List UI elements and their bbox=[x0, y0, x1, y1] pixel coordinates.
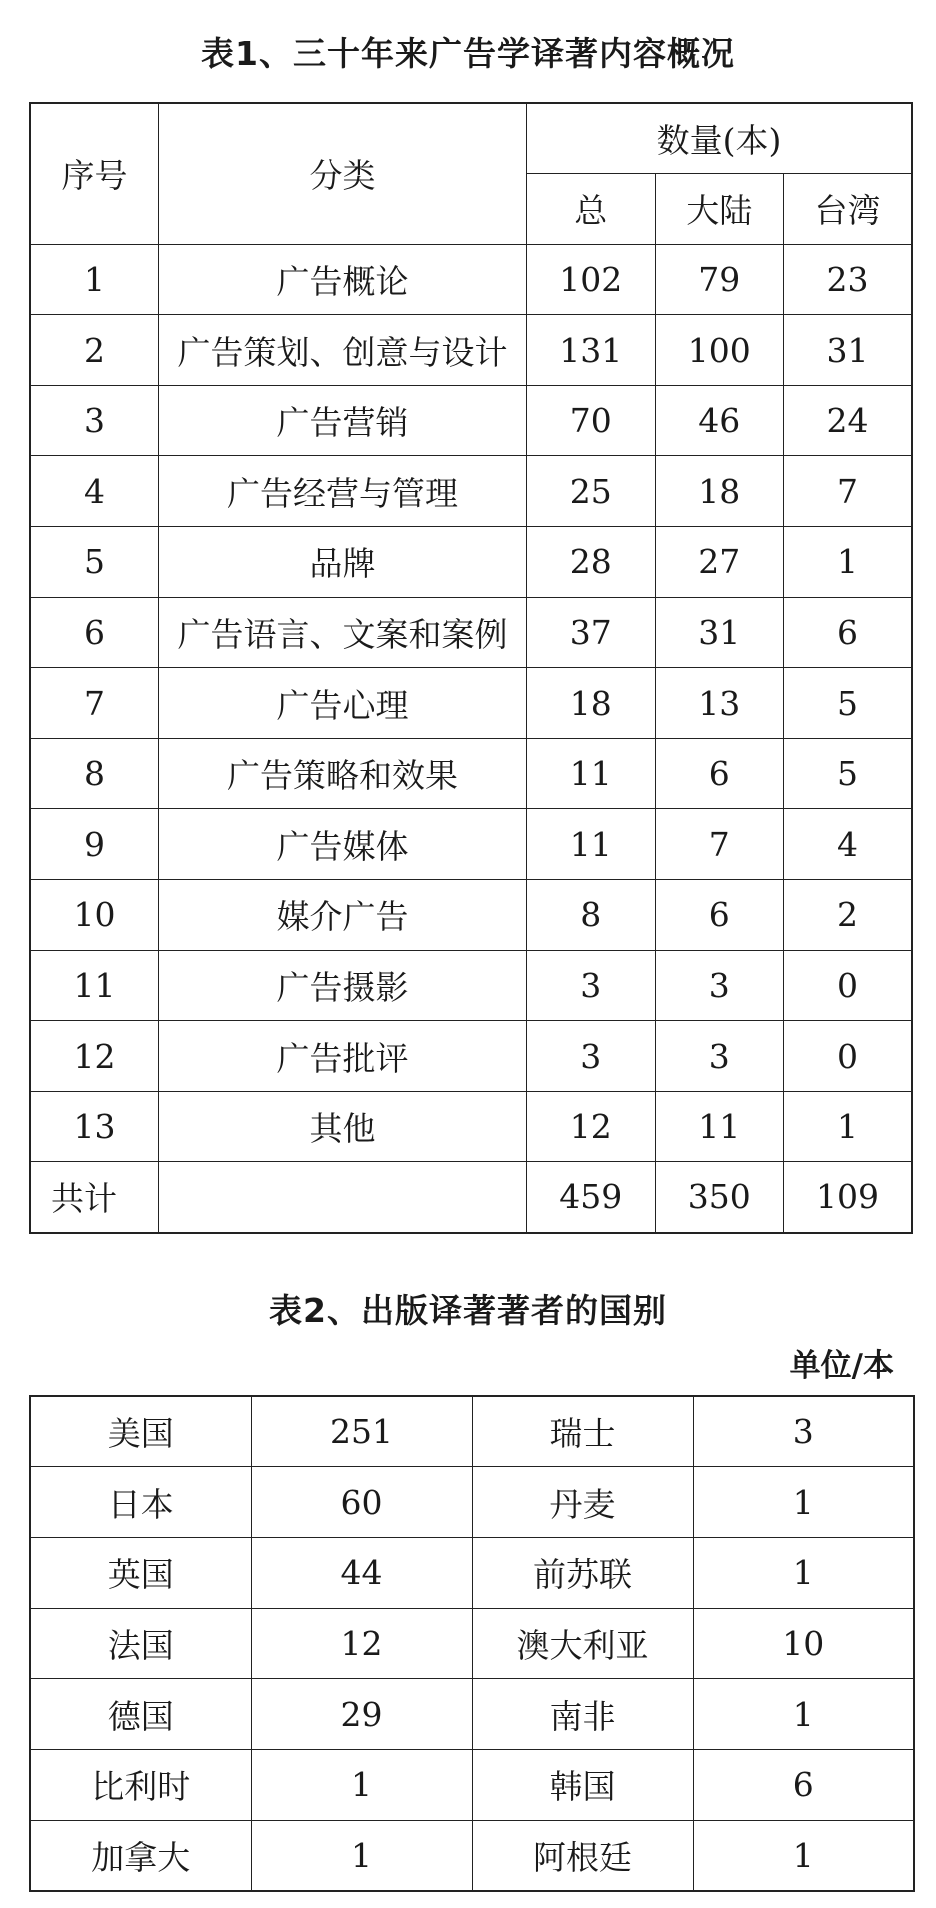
country-count: 1 bbox=[693, 1679, 914, 1750]
row-category: 广告批评 bbox=[158, 1021, 526, 1092]
table-row bbox=[30, 880, 912, 951]
table-row bbox=[30, 738, 912, 809]
row-category: 广告经营与管理 bbox=[158, 456, 526, 527]
row-index: 13 bbox=[30, 1091, 158, 1162]
row-category: 广告策略和效果 bbox=[158, 738, 526, 809]
table-row bbox=[30, 527, 912, 598]
country-name: 法国 bbox=[30, 1608, 251, 1679]
country-count: 10 bbox=[693, 1608, 914, 1679]
row-total: 11 bbox=[527, 809, 655, 880]
row-taiwan: 0 bbox=[783, 1021, 912, 1092]
country-count: 1 bbox=[693, 1467, 914, 1538]
row-taiwan: 7 bbox=[783, 456, 912, 527]
country-name: 美国 bbox=[30, 1396, 251, 1467]
country-name: 瑞士 bbox=[472, 1396, 693, 1467]
summary-mainland: 350 bbox=[655, 1162, 783, 1233]
header-index: 序号 bbox=[30, 103, 158, 244]
table-row bbox=[30, 668, 912, 739]
table-row bbox=[30, 809, 912, 880]
table-row bbox=[30, 1679, 914, 1750]
row-total: 18 bbox=[527, 668, 655, 739]
row-total: 3 bbox=[527, 1021, 655, 1092]
row-mainland: 31 bbox=[655, 597, 783, 668]
row-total: 8 bbox=[527, 880, 655, 951]
country-count: 1 bbox=[251, 1820, 472, 1891]
row-taiwan: 0 bbox=[783, 950, 912, 1021]
row-mainland: 6 bbox=[655, 738, 783, 809]
country-name: 韩国 bbox=[472, 1749, 693, 1820]
row-total: 12 bbox=[527, 1091, 655, 1162]
row-total: 37 bbox=[527, 597, 655, 668]
row-mainland: 3 bbox=[655, 950, 783, 1021]
table-row bbox=[30, 1021, 912, 1092]
country-name: 南非 bbox=[472, 1679, 693, 1750]
country-name: 丹麦 bbox=[472, 1467, 693, 1538]
row-index: 8 bbox=[30, 738, 158, 809]
row-total: 102 bbox=[527, 244, 655, 315]
row-taiwan: 4 bbox=[783, 809, 912, 880]
row-category: 品牌 bbox=[158, 527, 526, 598]
summary-row bbox=[30, 1162, 912, 1233]
row-category: 广告媒体 bbox=[158, 809, 526, 880]
country-name: 阿根廷 bbox=[472, 1820, 693, 1891]
table-row bbox=[30, 1749, 914, 1820]
row-mainland: 3 bbox=[655, 1021, 783, 1092]
row-mainland: 27 bbox=[655, 527, 783, 598]
country-count: 1 bbox=[693, 1820, 914, 1891]
row-taiwan: 5 bbox=[783, 738, 912, 809]
row-mainland: 13 bbox=[655, 668, 783, 739]
table-row bbox=[30, 950, 912, 1021]
row-total: 28 bbox=[527, 527, 655, 598]
row-taiwan: 1 bbox=[783, 1091, 912, 1162]
row-category: 其他 bbox=[158, 1091, 526, 1162]
table-row bbox=[30, 1396, 914, 1467]
header-category: 分类 bbox=[158, 103, 526, 244]
header-quantity: 数量(本) bbox=[527, 103, 912, 174]
header-total: 总 bbox=[527, 174, 655, 245]
country-name: 前苏联 bbox=[472, 1537, 693, 1608]
country-name: 德国 bbox=[30, 1679, 251, 1750]
header-mainland: 大陆 bbox=[655, 174, 783, 245]
table-row bbox=[30, 1537, 914, 1608]
table1-title: 表1、三十年来广告学译著内容概况 bbox=[201, 34, 735, 73]
country-count: 6 bbox=[693, 1749, 914, 1820]
table-row bbox=[30, 244, 912, 315]
row-index: 1 bbox=[30, 244, 158, 315]
row-taiwan: 31 bbox=[783, 315, 912, 386]
country-name: 比利时 bbox=[30, 1749, 251, 1820]
country-name: 英国 bbox=[30, 1537, 251, 1608]
country-count: 3 bbox=[693, 1396, 914, 1467]
row-mainland: 100 bbox=[655, 315, 783, 386]
table2-title: 表2、出版译著著者的国别 bbox=[269, 1291, 667, 1330]
table-row bbox=[30, 385, 912, 456]
row-category: 广告营销 bbox=[158, 385, 526, 456]
row-taiwan: 2 bbox=[783, 880, 912, 951]
row-taiwan: 6 bbox=[783, 597, 912, 668]
row-index: 6 bbox=[30, 597, 158, 668]
row-index: 3 bbox=[30, 385, 158, 456]
row-total: 3 bbox=[527, 950, 655, 1021]
country-count: 44 bbox=[251, 1537, 472, 1608]
row-category: 媒介广告 bbox=[158, 880, 526, 951]
country-name: 日本 bbox=[30, 1467, 251, 1538]
header-taiwan: 台湾 bbox=[783, 174, 912, 245]
row-total: 25 bbox=[527, 456, 655, 527]
country-count: 1 bbox=[251, 1749, 472, 1820]
country-count: 60 bbox=[251, 1467, 472, 1538]
table-row bbox=[30, 1467, 914, 1538]
row-total: 131 bbox=[527, 315, 655, 386]
row-total: 11 bbox=[527, 738, 655, 809]
row-category: 广告心理 bbox=[158, 668, 526, 739]
row-mainland: 79 bbox=[655, 244, 783, 315]
row-index: 2 bbox=[30, 315, 158, 386]
row-index: 7 bbox=[30, 668, 158, 739]
row-index: 10 bbox=[30, 880, 158, 951]
table-row bbox=[30, 456, 912, 527]
row-total: 70 bbox=[527, 385, 655, 456]
country-count: 12 bbox=[251, 1608, 472, 1679]
row-taiwan: 23 bbox=[783, 244, 912, 315]
table-row bbox=[30, 1820, 914, 1891]
summary-category bbox=[158, 1162, 526, 1233]
country-count: 29 bbox=[251, 1679, 472, 1750]
table-row bbox=[30, 1608, 914, 1679]
table-row bbox=[30, 315, 912, 386]
row-taiwan: 24 bbox=[783, 385, 912, 456]
row-mainland: 7 bbox=[655, 809, 783, 880]
row-taiwan: 1 bbox=[783, 527, 912, 598]
row-mainland: 46 bbox=[655, 385, 783, 456]
country-name: 加拿大 bbox=[30, 1820, 251, 1891]
country-count: 251 bbox=[251, 1396, 472, 1467]
country-count: 1 bbox=[693, 1537, 914, 1608]
summary-total: 459 bbox=[527, 1162, 655, 1233]
table-row bbox=[30, 1091, 912, 1162]
author-country-table bbox=[29, 1395, 915, 1892]
country-name: 澳大利亚 bbox=[472, 1608, 693, 1679]
row-index: 12 bbox=[30, 1021, 158, 1092]
row-taiwan: 5 bbox=[783, 668, 912, 739]
row-index: 5 bbox=[30, 527, 158, 598]
table-row bbox=[30, 597, 912, 668]
row-index: 4 bbox=[30, 456, 158, 527]
row-category: 广告摄影 bbox=[158, 950, 526, 1021]
row-mainland: 18 bbox=[655, 456, 783, 527]
row-category: 广告概论 bbox=[158, 244, 526, 315]
row-category: 广告策划、创意与设计 bbox=[158, 315, 526, 386]
row-index: 9 bbox=[30, 809, 158, 880]
row-index: 11 bbox=[30, 950, 158, 1021]
row-mainland: 11 bbox=[655, 1091, 783, 1162]
row-mainland: 6 bbox=[655, 880, 783, 951]
summary-taiwan: 109 bbox=[783, 1162, 912, 1233]
row-category: 广告语言、文案和案例 bbox=[158, 597, 526, 668]
summary-label: 共计 bbox=[30, 1162, 158, 1233]
content-overview-table bbox=[29, 102, 913, 1234]
table2-unit: 单位/本 bbox=[789, 1348, 894, 1384]
